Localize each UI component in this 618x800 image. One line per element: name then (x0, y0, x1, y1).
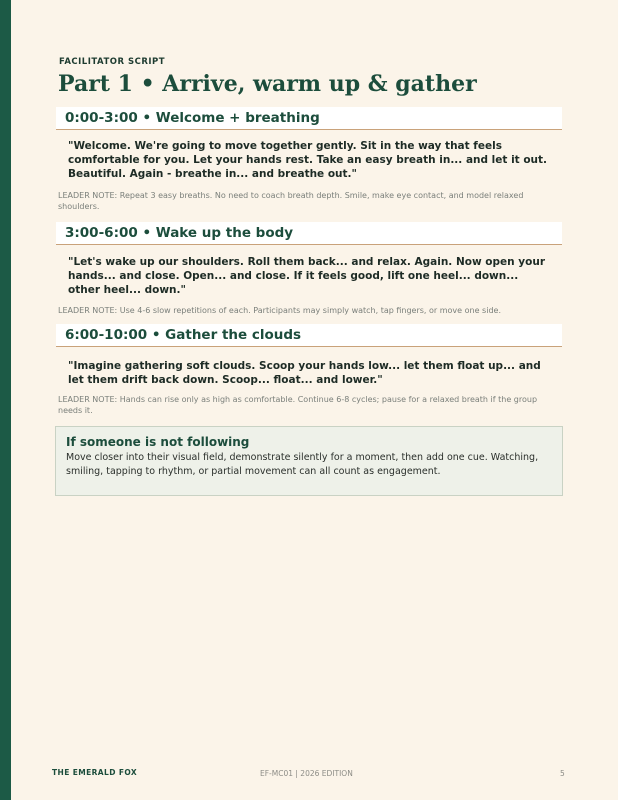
callout-body: Move closer into their visual field, demonstrate silently for a moment, then add one cue. Watching, smiling, tapping to rhythm, or partial movement can all count as engagement. (66, 452, 539, 477)
footer-page-number: 5 (560, 769, 565, 778)
footer-edition: EF-MC01 | 2026 EDITION (260, 769, 353, 778)
segment-quote-wake-up: "Let's wake up our shoulders. Roll them back... and relax. Again. Now open your hands... and close. Open... and close. If it feels good, lift one heel... down... other heel... down." (68, 256, 546, 296)
leader-note-welcome: LEADER NOTE: Repeat 3 easy breaths. No need to coach breath depth. Smile, make eye contact, and model relaxed shoulders. (58, 191, 524, 211)
segment-quote-welcome: "Welcome. We're going to move together gently. Sit in the way that feels comfortable for you. Let your hands rest. Take an easy breath in... and let it out. Beautiful. Again - breathe in... and breathe out." (68, 140, 548, 180)
leader-note-wake-up: LEADER NOTE: Use 4-6 slow repetitions of each. Participants may simply watch, tap fingers, or move one side. (58, 306, 501, 315)
tip-callout-box (55, 426, 563, 496)
segment-heading-welcome: 0:00-3:00 • Welcome + breathing (56, 107, 562, 130)
segment-heading-gather-clouds: 6:00-10:00 • Gather the clouds (56, 324, 562, 347)
segment-quote-gather-clouds: "Imagine gathering soft clouds. Scoop your hands low... let them float up... and let them drift back down. Scoop... float... and lower." (68, 360, 541, 386)
section-eyebrow: FACILITATOR SCRIPT (59, 57, 166, 67)
page-spine-bar (0, 0, 11, 800)
leader-note-gather-clouds: LEADER NOTE: Hands can rise only as high as comfortable. Continue 6-8 cycles; pause for a relaxed breath if the group needs it. (58, 395, 538, 415)
footer-brand: THE EMERALD FOX (52, 768, 138, 777)
page-title: Part 1 • Arrive, warm up & gather (58, 71, 477, 97)
callout-title: If someone is not following (66, 435, 250, 449)
segment-heading-wake-up: 3:00-6:00 • Wake up the body (56, 222, 562, 245)
